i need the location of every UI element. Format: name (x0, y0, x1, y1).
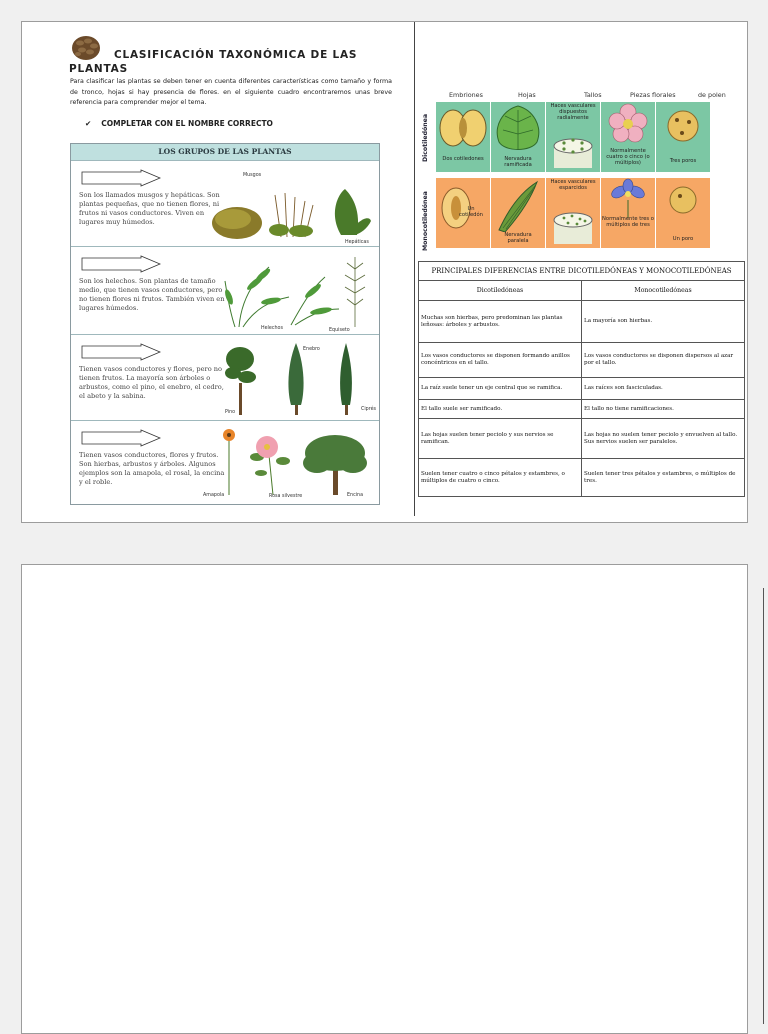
fern-illustration (221, 253, 371, 329)
moss-illustration (209, 175, 374, 241)
cell-pollen (656, 102, 710, 172)
group-description: Son los llamados musgos y hepáticas. Son plantas pequeñas, que no tienen flores, ni frutos ni vasos conductores. Viven en lugares muy húmedos. (79, 191, 220, 226)
group-description: Tienen vasos conductores, flores y frutos. Son hierbas, arbustos y árboles. Algunos ejemplos son la amapola, el rosal, la encina y el roble. (79, 451, 225, 486)
group-description: Son los helechos. Son plantas de tamaño medio, que tienen vasos conductores, pero no tienen flores ni frutos. También viven en lugares húmedos. (79, 277, 225, 312)
column-title: de polen (698, 91, 726, 99)
group-ferns (71, 246, 379, 335)
flowering-plants-illustration (217, 425, 373, 495)
cell-leaf (491, 102, 545, 172)
netted-leaf-icon (491, 102, 545, 156)
table-header-monocot: Monocotiledóneas (582, 281, 745, 301)
plant-label: Rosa silvestre (269, 494, 303, 499)
stem-section-icon (550, 208, 596, 246)
plant-label: Equiseto (329, 328, 350, 333)
table-row (419, 400, 745, 419)
table-row (419, 378, 745, 400)
cell-pollen (656, 178, 710, 248)
table-cell: Los vasos conductores se disponen formando anillos concéntricos en el tallo. (419, 343, 582, 378)
plant-label: Helechos (261, 326, 283, 331)
parallel-leaf-icon (491, 178, 545, 232)
five-petal-flower-icon (601, 102, 655, 148)
two-cotyledons-icon (436, 102, 490, 156)
stem-section-icon (550, 136, 596, 170)
instruction-line (85, 119, 273, 128)
page-title-continued: PLANTAS (69, 63, 128, 75)
table-cell: Las hojas no suelen tener peciolo y envuelven al tallo. Sus nervios suelen ser paralelos. (582, 419, 745, 459)
group-mosses (71, 160, 379, 247)
group-description: Tienen vasos conductores y flores, pero no tienen frutos. La mayoría son árboles o arbustos, como el pino, el enebro, el cedro, el abeto y la sabina. (79, 365, 224, 400)
plant-label: Encina (347, 493, 364, 498)
page-edge-line (763, 588, 764, 1024)
one-cotyledon-icon (436, 178, 490, 232)
cell-caption: Haces vasculares esparcidos (550, 179, 596, 191)
column-title: Embriones (449, 91, 483, 99)
cell-caption: Nervadura ramificada (504, 156, 532, 168)
table-row (419, 419, 745, 459)
table-header-dicot: Dicotiledóneas (419, 281, 582, 301)
document-page-1 (21, 21, 748, 523)
pine-cone-icon (70, 34, 102, 62)
cell-caption: Normalmente cuatro o cinco (o múltiplos) (606, 148, 650, 166)
pollen-three-pores-icon (656, 102, 710, 154)
answer-arrow-box[interactable] (81, 255, 161, 273)
table-cell: Muchas son hierbas, pero predominan las plantas leñosas: árboles y arbustos. (419, 301, 582, 343)
table-cell: El tallo suele ser ramificado. (419, 400, 582, 419)
table-cell: La raíz suele tener un eje central que se ramifica. (419, 378, 582, 400)
table-cell: Suelen tener cuatro o cinco pétalos y estambres, o múltiplos de cuatro o cinco. (419, 459, 582, 497)
table-cell: Las hojas suelen tener peciolo y sus nervios se ramifican. (419, 419, 582, 459)
group-angiosperms (71, 420, 379, 505)
cell-caption: Nervadura paralela (504, 232, 532, 244)
cell-caption: Un cotiledón (459, 206, 483, 218)
differences-table (418, 261, 745, 497)
column-title: Tallos (584, 91, 602, 99)
cell-caption: Un poro (672, 236, 694, 242)
conifer-illustration (221, 341, 371, 415)
plant-label: Hepáticas (345, 240, 369, 245)
cell-stem (546, 102, 600, 172)
row-label-dicot: Dicotiledónea (422, 113, 429, 162)
column-title: Piezas florales (630, 91, 676, 99)
cell-leaf (491, 178, 545, 248)
table-cell: Las raíces son fasciculadas. (582, 378, 745, 400)
cell-caption: Normalmente tres o múltiplos de tres (602, 216, 654, 228)
answer-arrow-box[interactable] (81, 169, 161, 187)
table-cell: El tallo no tiene ramificaciones. (582, 400, 745, 419)
cell-embryo (436, 178, 490, 248)
instruction-text: COMPLETAR CON EL NOMBRE CORRECTO (101, 119, 273, 128)
check-icon: ✔ (85, 119, 92, 128)
cell-caption: Dos cotiledones (442, 156, 484, 162)
document-page-2 (21, 564, 748, 1034)
table-cell: Suelen tener tres pétalos y estambres, o múltiplos de tres. (582, 459, 745, 497)
column-divider (414, 22, 415, 516)
page-title: CLASIFICACIÓN TAXONÓMICA DE LAS (114, 49, 358, 61)
plant-label: Ciprés (361, 407, 377, 412)
table-cell: La mayoría son hierbas. (582, 301, 745, 343)
pollen-one-pore-icon (656, 178, 710, 230)
figure-heading: LOS GRUPOS DE LAS PLANTAS (71, 144, 379, 160)
cell-flower (601, 178, 655, 248)
group-gymnosperms (71, 334, 379, 421)
cell-embryo (436, 102, 490, 172)
table-row (419, 301, 745, 343)
plant-label: Enebro (303, 347, 320, 352)
cell-stem (546, 178, 600, 248)
answer-arrow-box[interactable] (81, 429, 161, 447)
plant-label: Musgos (243, 173, 262, 178)
plant-groups-figure (70, 143, 380, 505)
table-caption: PRINCIPALES DIFERENCIAS ENTRE DICOTILEDÓNEAS Y MONOCOTILEDÓNEAS (419, 262, 745, 281)
table-cell: Los vasos conductores se disponen dispersos al azar por el tallo. (582, 343, 745, 378)
cell-caption: Tres poros (669, 158, 697, 164)
three-petal-flower-icon (601, 178, 655, 218)
cell-caption: Haces vasculares dispuestos radialmente (550, 103, 596, 121)
table-row (419, 459, 745, 497)
row-label-monocot: Monocotiledónea (422, 191, 429, 251)
answer-arrow-box[interactable] (81, 343, 161, 361)
intro-paragraph: Para clasificar las plantas se deben tener en cuenta diferentes características como tamaño y forma de tronco, hojas si hay presencia de flores. en el siguiente cuadro encontraremos unas breve referencia para comprender mejor el tema. (70, 78, 392, 106)
plant-label: Pino (225, 410, 236, 415)
table-row (419, 343, 745, 378)
plant-label: Amapola (203, 493, 225, 498)
cell-flower (601, 102, 655, 172)
column-title: Hojas (518, 91, 536, 99)
